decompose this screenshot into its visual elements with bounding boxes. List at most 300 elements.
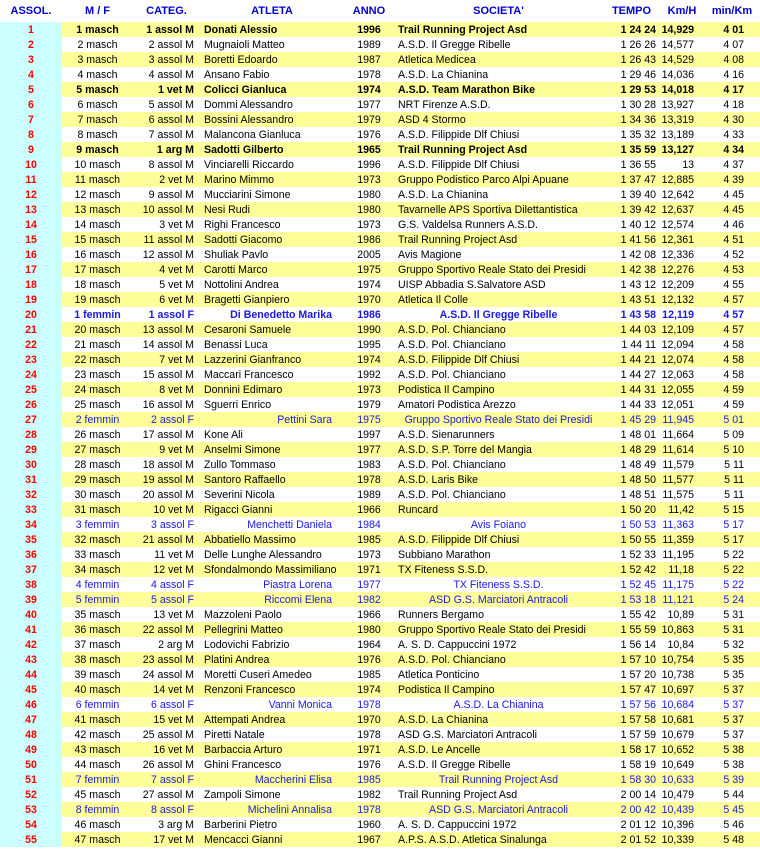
- table-row: [0, 322, 760, 337]
- category-cell: 16 assol M: [133, 397, 200, 412]
- year-cell: 1980: [344, 187, 394, 202]
- gender-rank-cell: 10 masch: [62, 157, 133, 172]
- category-cell: 15 assol M: [133, 367, 200, 382]
- table-row: [0, 52, 760, 67]
- category-cell: 7 assol F: [133, 772, 200, 787]
- pace-cell: 4 59: [704, 382, 760, 397]
- rank-cell: 32: [0, 487, 62, 502]
- athlete-cell: Pellegrini Matteo: [200, 622, 344, 637]
- category-cell: 12 vet M: [133, 562, 200, 577]
- club-cell: ASD 4 Stormo: [394, 112, 603, 127]
- pace-cell: 4 08: [704, 52, 760, 67]
- rank-cell: 30: [0, 457, 62, 472]
- athlete-cell: Maccari Francesco: [200, 367, 344, 382]
- gender-rank-cell: 27 masch: [62, 442, 133, 457]
- time-cell: 1 52 42: [603, 562, 660, 577]
- category-cell: 14 assol M: [133, 337, 200, 352]
- rank-cell: 47: [0, 712, 62, 727]
- time-cell: 1 26 43: [603, 52, 660, 67]
- club-cell: A.S.D. Pol. Chianciano: [394, 652, 603, 667]
- speed-cell: 12,055: [660, 382, 704, 397]
- year-cell: 1978: [344, 697, 394, 712]
- club-cell: Atletica Il Colle: [394, 292, 603, 307]
- speed-cell: 11,614: [660, 442, 704, 457]
- gender-rank-cell: 9 masch: [62, 142, 133, 157]
- club-cell: A.S.D. Filippide Dlf Chiusi: [394, 532, 603, 547]
- category-cell: 11 vet M: [133, 547, 200, 562]
- year-cell: 1979: [344, 397, 394, 412]
- speed-cell: 10,439: [660, 802, 704, 817]
- club-cell: A.S.D. Pol. Chianciano: [394, 367, 603, 382]
- speed-cell: 11,575: [660, 487, 704, 502]
- speed-cell: 10,684: [660, 697, 704, 712]
- athlete-cell: Bossini Alessandro: [200, 112, 344, 127]
- category-cell: 4 vet M: [133, 262, 200, 277]
- year-cell: 1970: [344, 712, 394, 727]
- athlete-cell: Zampoli Simone: [200, 787, 344, 802]
- pace-cell: 4 33: [704, 127, 760, 142]
- year-cell: 1997: [344, 427, 394, 442]
- table-row: [0, 157, 760, 172]
- rank-cell: 1: [0, 22, 62, 37]
- athlete-cell: Lodovichi Fabrizio: [200, 637, 344, 652]
- table-row: [0, 622, 760, 637]
- table-row: [0, 457, 760, 472]
- pace-cell: 4 45: [704, 202, 760, 217]
- club-cell: Avis Foiano: [394, 517, 603, 532]
- speed-cell: 11,945: [660, 412, 704, 427]
- table-row: [0, 202, 760, 217]
- rank-cell: 55: [0, 832, 62, 847]
- club-cell: Trail Running Project Asd: [394, 142, 603, 157]
- club-cell: A. S. D. Cappuccini 1972: [394, 637, 603, 652]
- athlete-cell: Donati Alessio: [200, 22, 344, 37]
- gender-rank-cell: 11 masch: [62, 172, 133, 187]
- gender-rank-cell: 12 masch: [62, 187, 133, 202]
- category-cell: 14 vet M: [133, 682, 200, 697]
- time-cell: 1 57 10: [603, 652, 660, 667]
- table-row: [0, 277, 760, 292]
- speed-cell: 12,094: [660, 337, 704, 352]
- category-cell: 13 vet M: [133, 607, 200, 622]
- club-cell: Subbiano Marathon: [394, 547, 603, 562]
- athlete-cell: Cesaroni Samuele: [200, 322, 344, 337]
- rank-cell: 41: [0, 622, 62, 637]
- year-cell: 1966: [344, 607, 394, 622]
- pace-cell: 4 39: [704, 172, 760, 187]
- rank-cell: 43: [0, 652, 62, 667]
- gender-rank-cell: 15 masch: [62, 232, 133, 247]
- speed-cell: 12,637: [660, 202, 704, 217]
- rank-cell: 27: [0, 412, 62, 427]
- table-row: [0, 727, 760, 742]
- category-cell: 5 vet M: [133, 277, 200, 292]
- rank-cell: 23: [0, 352, 62, 367]
- table-row: [0, 562, 760, 577]
- pace-cell: 5 17: [704, 517, 760, 532]
- category-cell: 5 assol F: [133, 592, 200, 607]
- pace-cell: 5 09: [704, 427, 760, 442]
- club-cell: A.S.D. Pol. Chianciano: [394, 457, 603, 472]
- club-cell: NRT Firenze A.S.D.: [394, 97, 603, 112]
- rank-cell: 2: [0, 37, 62, 52]
- gender-rank-cell: 21 masch: [62, 337, 133, 352]
- header-mf: M / F: [62, 0, 133, 22]
- year-cell: 1978: [344, 472, 394, 487]
- speed-cell: 10,479: [660, 787, 704, 802]
- speed-cell: 10,754: [660, 652, 704, 667]
- club-cell: A.S.D. Team Marathon Bike: [394, 82, 603, 97]
- rank-cell: 53: [0, 802, 62, 817]
- speed-cell: 10,863: [660, 622, 704, 637]
- year-cell: 1971: [344, 742, 394, 757]
- time-cell: 1 42 08: [603, 247, 660, 262]
- table-row: [0, 592, 760, 607]
- gender-rank-cell: 1 femmin: [62, 307, 133, 322]
- rank-cell: 3: [0, 52, 62, 67]
- header-societa: SOCIETA': [394, 0, 603, 22]
- category-cell: 27 assol M: [133, 787, 200, 802]
- gender-rank-cell: 22 masch: [62, 352, 133, 367]
- pace-cell: 5 38: [704, 742, 760, 757]
- club-cell: A.S.D. Il Gregge Ribelle: [394, 307, 603, 322]
- pace-cell: 5 45: [704, 802, 760, 817]
- club-cell: Runners Bergamo: [394, 607, 603, 622]
- time-cell: 1 48 50: [603, 472, 660, 487]
- speed-cell: 10,84: [660, 637, 704, 652]
- speed-cell: 10,652: [660, 742, 704, 757]
- category-cell: 5 assol M: [133, 97, 200, 112]
- pace-cell: 4 57: [704, 322, 760, 337]
- category-cell: 8 assol M: [133, 157, 200, 172]
- category-cell: 2 assol F: [133, 412, 200, 427]
- rank-cell: 54: [0, 817, 62, 832]
- year-cell: 1974: [344, 682, 394, 697]
- gender-rank-cell: 35 masch: [62, 607, 133, 622]
- table-row: [0, 577, 760, 592]
- table-row: [0, 802, 760, 817]
- year-cell: 1971: [344, 562, 394, 577]
- speed-cell: 11,121: [660, 592, 704, 607]
- athlete-cell: Barbaccia Arturo: [200, 742, 344, 757]
- header-categ: CATEG.: [133, 0, 200, 22]
- club-cell: Avis Magione: [394, 247, 603, 262]
- table-row: [0, 67, 760, 82]
- table-row: [0, 187, 760, 202]
- category-cell: 3 assol M: [133, 52, 200, 67]
- year-cell: 1973: [344, 172, 394, 187]
- club-cell: A.S.D. Il Gregge Ribelle: [394, 757, 603, 772]
- club-cell: A.P.S. A.S.D. Atletica Sinalunga: [394, 832, 603, 847]
- speed-cell: 12,361: [660, 232, 704, 247]
- table-row: [0, 97, 760, 112]
- rank-cell: 8: [0, 127, 62, 142]
- table-row: [0, 712, 760, 727]
- gender-rank-cell: 43 masch: [62, 742, 133, 757]
- table-row: [0, 637, 760, 652]
- table-row: [0, 262, 760, 277]
- header-atleta: ATLETA: [200, 0, 344, 22]
- club-cell: A.S.D. Pol. Chianciano: [394, 322, 603, 337]
- pace-cell: 5 48: [704, 832, 760, 847]
- rank-cell: 6: [0, 97, 62, 112]
- gender-rank-cell: 17 masch: [62, 262, 133, 277]
- speed-cell: 14,036: [660, 67, 704, 82]
- category-cell: 19 assol M: [133, 472, 200, 487]
- gender-rank-cell: 3 masch: [62, 52, 133, 67]
- pace-cell: 4 30: [704, 112, 760, 127]
- pace-cell: 5 24: [704, 592, 760, 607]
- category-cell: 3 arg M: [133, 817, 200, 832]
- pace-cell: 4 52: [704, 247, 760, 262]
- gender-rank-cell: 23 masch: [62, 367, 133, 382]
- speed-cell: 11,18: [660, 562, 704, 577]
- time-cell: 1 48 29: [603, 442, 660, 457]
- speed-cell: 12,209: [660, 277, 704, 292]
- speed-cell: 14,577: [660, 37, 704, 52]
- pace-cell: 5 35: [704, 667, 760, 682]
- table-row: [0, 142, 760, 157]
- time-cell: 1 50 20: [603, 502, 660, 517]
- rank-cell: 5: [0, 82, 62, 97]
- rank-cell: 46: [0, 697, 62, 712]
- speed-cell: 12,063: [660, 367, 704, 382]
- table-row: [0, 127, 760, 142]
- table-row: [0, 232, 760, 247]
- time-cell: 1 45 29: [603, 412, 660, 427]
- rank-cell: 28: [0, 427, 62, 442]
- rank-cell: 39: [0, 592, 62, 607]
- speed-cell: 12,051: [660, 397, 704, 412]
- category-cell: 10 vet M: [133, 502, 200, 517]
- header-kmh: Km/H: [660, 0, 704, 22]
- pace-cell: 4 58: [704, 337, 760, 352]
- rank-cell: 9: [0, 142, 62, 157]
- time-cell: 1 57 56: [603, 697, 660, 712]
- club-cell: Gruppo Sportivo Reale Stato dei Presidi: [394, 262, 603, 277]
- gender-rank-cell: 40 masch: [62, 682, 133, 697]
- pace-cell: 5 22: [704, 547, 760, 562]
- speed-cell: 10,649: [660, 757, 704, 772]
- speed-cell: 10,681: [660, 712, 704, 727]
- athlete-cell: Mencacci Gianni: [200, 832, 344, 847]
- speed-cell: 10,89: [660, 607, 704, 622]
- category-cell: 1 assol F: [133, 307, 200, 322]
- table-row: [0, 832, 760, 847]
- year-cell: 1973: [344, 217, 394, 232]
- pace-cell: 5 22: [704, 562, 760, 577]
- rank-cell: 33: [0, 502, 62, 517]
- athlete-cell: Mucciarini Simone: [200, 187, 344, 202]
- time-cell: 2 00 42: [603, 802, 660, 817]
- club-cell: A.S.D. S.P. Torre del Mangia: [394, 442, 603, 457]
- speed-cell: 12,119: [660, 307, 704, 322]
- year-cell: 1974: [344, 82, 394, 97]
- rank-cell: 34: [0, 517, 62, 532]
- category-cell: 9 vet M: [133, 442, 200, 457]
- time-cell: 1 42 38: [603, 262, 660, 277]
- gender-rank-cell: 20 masch: [62, 322, 133, 337]
- athlete-cell: Donnini Edimaro: [200, 382, 344, 397]
- time-cell: 1 58 30: [603, 772, 660, 787]
- club-cell: A.S.D. La Chianina: [394, 187, 603, 202]
- pace-cell: 4 01: [704, 22, 760, 37]
- table-row: [0, 382, 760, 397]
- category-cell: 3 vet M: [133, 217, 200, 232]
- gender-rank-cell: 39 masch: [62, 667, 133, 682]
- rank-cell: 22: [0, 337, 62, 352]
- pace-cell: 5 15: [704, 502, 760, 517]
- speed-cell: 13: [660, 157, 704, 172]
- gender-rank-cell: 28 masch: [62, 457, 133, 472]
- athlete-cell: Sadotti Gilberto: [200, 142, 344, 157]
- pace-cell: 4 07: [704, 37, 760, 52]
- rank-cell: 18: [0, 277, 62, 292]
- pace-cell: 5 22: [704, 577, 760, 592]
- athlete-cell: Mazzoleni Paolo: [200, 607, 344, 622]
- athlete-cell: Riccomi Elena: [200, 592, 344, 607]
- year-cell: 1966: [344, 502, 394, 517]
- table-row: [0, 247, 760, 262]
- pace-cell: 5 38: [704, 757, 760, 772]
- year-cell: 1978: [344, 67, 394, 82]
- club-cell: Trail Running Project Asd: [394, 772, 603, 787]
- speed-cell: 13,127: [660, 142, 704, 157]
- table-row: [0, 37, 760, 52]
- athlete-cell: Ansano Fabio: [200, 67, 344, 82]
- rank-cell: 51: [0, 772, 62, 787]
- table-row: [0, 682, 760, 697]
- pace-cell: 5 37: [704, 682, 760, 697]
- year-cell: 1985: [344, 532, 394, 547]
- gender-rank-cell: 46 masch: [62, 817, 133, 832]
- speed-cell: 12,074: [660, 352, 704, 367]
- speed-cell: 11,579: [660, 457, 704, 472]
- table-row: [0, 667, 760, 682]
- pace-cell: 5 31: [704, 607, 760, 622]
- speed-cell: 14,529: [660, 52, 704, 67]
- speed-cell: 12,336: [660, 247, 704, 262]
- speed-cell: 13,189: [660, 127, 704, 142]
- athlete-cell: Righi Francesco: [200, 217, 344, 232]
- pace-cell: 4 57: [704, 307, 760, 322]
- category-cell: 21 assol M: [133, 532, 200, 547]
- year-cell: 1996: [344, 157, 394, 172]
- speed-cell: 12,132: [660, 292, 704, 307]
- athlete-cell: Marino Mimmo: [200, 172, 344, 187]
- speed-cell: 11,577: [660, 472, 704, 487]
- rank-cell: 4: [0, 67, 62, 82]
- rank-cell: 26: [0, 397, 62, 412]
- category-cell: 10 assol M: [133, 202, 200, 217]
- category-cell: 2 assol M: [133, 37, 200, 52]
- speed-cell: 13,319: [660, 112, 704, 127]
- time-cell: 1 35 32: [603, 127, 660, 142]
- category-cell: 16 vet M: [133, 742, 200, 757]
- gender-rank-cell: 4 masch: [62, 67, 133, 82]
- header-tempo: TEMPO: [603, 0, 660, 22]
- time-cell: 1 37 47: [603, 172, 660, 187]
- table-row: [0, 787, 760, 802]
- year-cell: 1975: [344, 412, 394, 427]
- time-cell: 1 41 56: [603, 232, 660, 247]
- category-cell: 8 vet M: [133, 382, 200, 397]
- gender-rank-cell: 16 masch: [62, 247, 133, 262]
- gender-rank-cell: 3 femmin: [62, 517, 133, 532]
- club-cell: A.S.D. Filippide Dlf Chiusi: [394, 352, 603, 367]
- year-cell: 1976: [344, 757, 394, 772]
- table-row: [0, 367, 760, 382]
- speed-cell: 12,574: [660, 217, 704, 232]
- club-cell: A.S.D. Le Ancelle: [394, 742, 603, 757]
- pace-cell: 4 34: [704, 142, 760, 157]
- club-cell: A.S.D. La Chianina: [394, 697, 603, 712]
- athlete-cell: Boretti Edoardo: [200, 52, 344, 67]
- pace-cell: 4 58: [704, 367, 760, 382]
- category-cell: 18 assol M: [133, 457, 200, 472]
- time-cell: 2 00 14: [603, 787, 660, 802]
- year-cell: 1975: [344, 262, 394, 277]
- gender-rank-cell: 44 masch: [62, 757, 133, 772]
- time-cell: 1 30 28: [603, 97, 660, 112]
- year-cell: 1989: [344, 37, 394, 52]
- year-cell: 1985: [344, 772, 394, 787]
- year-cell: 1983: [344, 457, 394, 472]
- rank-cell: 15: [0, 232, 62, 247]
- time-cell: 1 43 51: [603, 292, 660, 307]
- time-cell: 1 40 12: [603, 217, 660, 232]
- rank-cell: 29: [0, 442, 62, 457]
- year-cell: 1965: [344, 142, 394, 157]
- gender-rank-cell: 34 masch: [62, 562, 133, 577]
- rank-cell: 14: [0, 217, 62, 232]
- pace-cell: 5 11: [704, 472, 760, 487]
- gender-rank-cell: 14 masch: [62, 217, 133, 232]
- year-cell: 1978: [344, 727, 394, 742]
- athlete-cell: Ghini Francesco: [200, 757, 344, 772]
- club-cell: A.S.D. Filippide Dlf Chiusi: [394, 157, 603, 172]
- pace-cell: 5 32: [704, 637, 760, 652]
- category-cell: 1 arg M: [133, 142, 200, 157]
- time-cell: 1 58 17: [603, 742, 660, 757]
- club-cell: Atletica Medicea: [394, 52, 603, 67]
- club-cell: Atletica Ponticino: [394, 667, 603, 682]
- rank-cell: 16: [0, 247, 62, 262]
- club-cell: A.S.D. Pol. Chianciano: [394, 337, 603, 352]
- pace-cell: 5 39: [704, 772, 760, 787]
- gender-rank-cell: 2 masch: [62, 37, 133, 52]
- time-cell: 2 01 52: [603, 832, 660, 847]
- header-minkm: min/Km: [704, 0, 760, 22]
- athlete-cell: Moretti Cuseri Amedeo: [200, 667, 344, 682]
- table-row: [0, 772, 760, 787]
- year-cell: 1989: [344, 487, 394, 502]
- year-cell: 1985: [344, 667, 394, 682]
- club-cell: Trail Running Project Asd: [394, 787, 603, 802]
- results-body: [0, 22, 760, 847]
- time-cell: 1 43 12: [603, 277, 660, 292]
- time-cell: 1 39 42: [603, 202, 660, 217]
- table-row: [0, 427, 760, 442]
- rank-cell: 13: [0, 202, 62, 217]
- time-cell: 1 57 58: [603, 712, 660, 727]
- athlete-cell: Menchetti Daniela: [200, 517, 344, 532]
- year-cell: 1980: [344, 202, 394, 217]
- time-cell: 1 52 45: [603, 577, 660, 592]
- table-row: [0, 757, 760, 772]
- table-row: [0, 532, 760, 547]
- rank-cell: 21: [0, 322, 62, 337]
